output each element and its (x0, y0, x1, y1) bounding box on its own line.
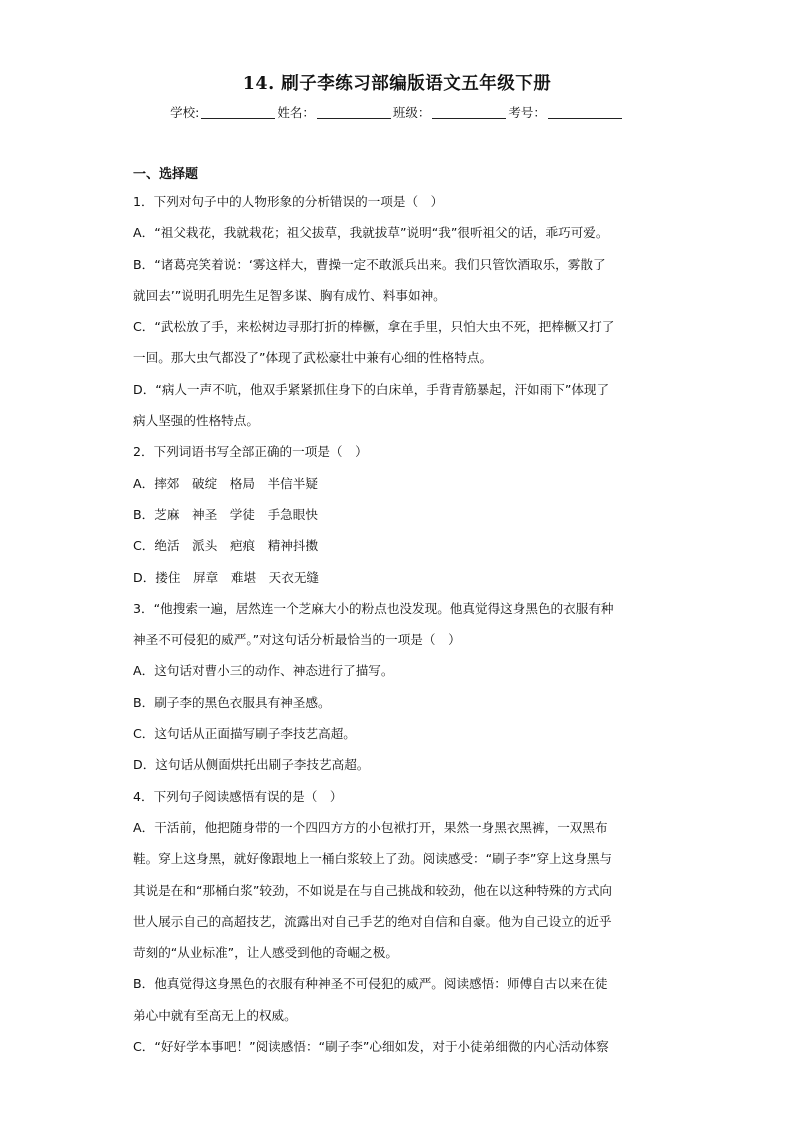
text-line: 3．“他搜索一遍，居然连一个芝麻大小的粉点也没发现。他真觉得这身黑色的衣服有种 (133, 600, 614, 616)
text-line: 弟心中就有至高无上的权威。 (133, 1007, 297, 1023)
text-line: B．“诸葛亮笑着说：‘雾这样大，曹操一定不敢派兵出来。我们只管饮酒取乐，雾散了 (133, 256, 606, 272)
text-line: C．绝活 派头 疤痕 精神抖擞 (133, 538, 319, 554)
text-line: B．刷子李的黑色衣服具有神圣感。 (133, 694, 331, 710)
class-label: 班级： (392, 105, 431, 120)
text-line: 世人展示自己的高超技艺，流露出对自己手艺的绝对自信和自豪。他为自己设立的近乎 (133, 913, 612, 929)
document-title: 14. 刷子李练习部编版语文五年级下册 (242, 74, 552, 94)
text-line: 4．下列句子阅读感悟有误的是（ ） (133, 788, 343, 804)
text-line: 神圣不可侵犯的威严。”对这句话分析最恰当的一项是（ ） (133, 632, 461, 648)
text-line: 病人坚强的性格特点。 (133, 413, 259, 429)
school-label: 学校: (170, 105, 200, 120)
student-info-row (0, 103, 794, 121)
text-line: D．“病人一声不吭，他双手紧紧抓住身下的白床单，手背青筋暴起，汗如雨下”体现了 (133, 381, 610, 397)
text-line: B．他真觉得这身黑色的衣服有种神圣不可侵犯的威严。阅读感悟：师傅自古以来在徒 (133, 976, 608, 992)
text-line: 鞋。穿上这身黑，就好像跟地上一桶白浆较上了劲。阅读感受：“刷子李”穿上这身黑与 (133, 851, 613, 867)
number-label: 考号： (508, 105, 546, 120)
name-blank (317, 106, 391, 119)
text-line: 2．下列词语书写全部正确的一项是（ ） (133, 444, 368, 460)
text-line: D．搂住 屏章 难堪 天衣无缝 (133, 569, 320, 585)
text-line: D．这句话从侧面烘托出刷子李技艺高超。 (133, 757, 370, 773)
text-line: A．摔郊 破绽 格局 半信半疑 (133, 475, 318, 491)
number-blank (548, 106, 622, 119)
text-line: C．这句话从正面描写刷子李技艺高超。 (133, 726, 356, 742)
class-blank (432, 106, 506, 119)
text-line: 一回。那大虫气都没了”体现了武松豪壮中兼有心细的性格特点。 (133, 350, 493, 366)
text-line: B．芝麻 神圣 学徒 手急眼快 (133, 506, 318, 522)
text-line: C．“好好学本事吧！”阅读感悟：“刷子李”心细如发，对于小徒弟细微的内心活动体察 (133, 1039, 609, 1055)
text-line: 苛刻的“从业标准”，让人感受到他的奇崛之极。 (133, 945, 398, 961)
school-blank (201, 106, 275, 119)
name-label: 姓名： (277, 105, 315, 120)
question-content (133, 164, 663, 1062)
text-line: A．“祖父栽花，我就栽花；祖父拔草，我就拔草”说明“我”很听祖父的话，乖巧可爱。 (133, 225, 609, 241)
section-title: 一、选择题 (133, 167, 199, 182)
text-line: 1．下列对句子中的人物形象的分析错误的一项是（ ） (133, 194, 444, 209)
text-line: C．“武松放了手，来松树边寻那打折的棒橛，拿在手里，只怕大虫不死，把棒橛又打了 (133, 319, 615, 335)
text-line: 就回去’”说明孔明先生足智多谋、胸有成竹、料事如神。 (133, 287, 446, 303)
text-line: A．这句话对曹小三的动作、神态进行了描写。 (133, 663, 394, 679)
text-line: 其说是在和“那桶白浆”较劲，不如说是在与自己挑战和较劲，他在以这种特殊的方式向 (133, 882, 613, 898)
text-line: A．干活前，他把随身带的一个四四方方的小包袱打开，果然一身黑衣黑裤，一双黑布 (133, 819, 608, 835)
